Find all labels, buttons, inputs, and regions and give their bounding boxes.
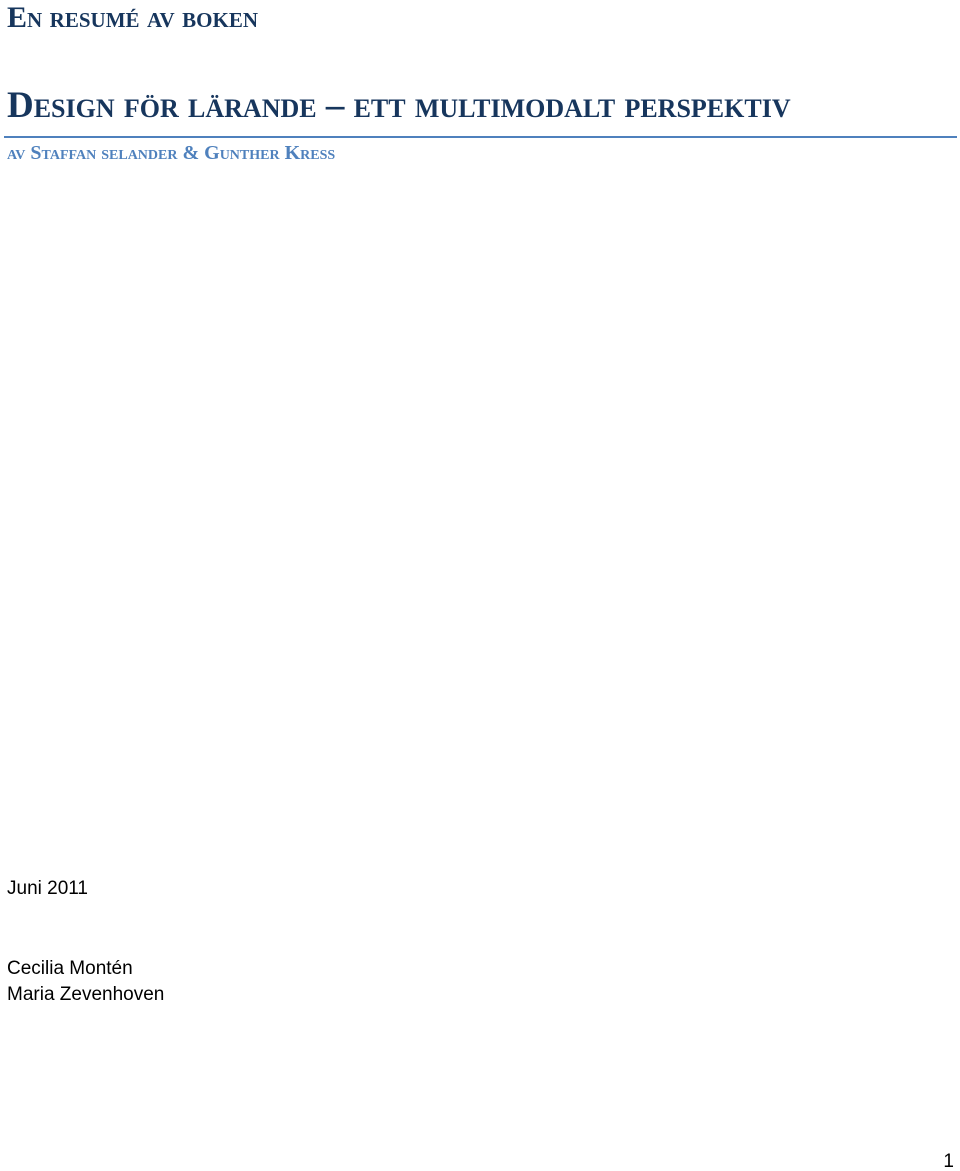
page-number: 1 [943, 1151, 954, 1171]
title-divider [4, 136, 957, 138]
document-date: Juni 2011 [7, 878, 88, 899]
author-name: Maria Zevenhoven [7, 984, 165, 1005]
resume-heading: En resumé av boken [7, 1, 258, 34]
book-title: Design för lärande – ett multimodalt perspektiv [7, 85, 791, 126]
author-name: Cecilia Montén [7, 958, 133, 979]
book-authors: av Staffan selander & Gunther Kress [7, 142, 336, 164]
